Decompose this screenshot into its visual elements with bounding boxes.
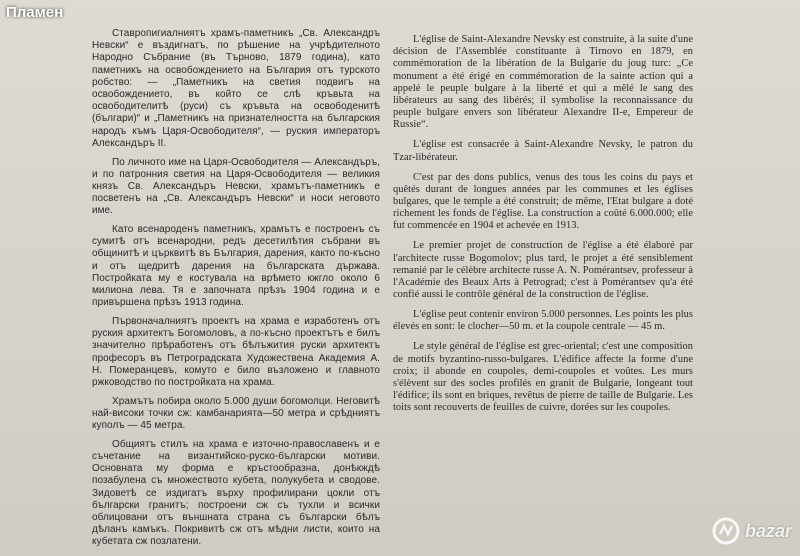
bazar-logo-icon: [711, 516, 741, 546]
paragraph: L'église de Saint-Alexandre Nevsky est construite, à la suite d'une décision de l'Assemblée constituante à Tirnovo en 1879, en commémoration de la libération de la Bulgarie du joug turc: „Ce monument a été érigé en commémoration de la sainte action qui a appelé le peuple bulgare à la liberté et qui a mêlé le sang des libérateurs au sang des libérés; il symbolise la reconnaissance du peuple bulgare envers son libérateur Alexandre II-e, Empereur de Russie“.: [393, 34, 693, 131]
french-column: [393, 34, 693, 422]
paragraph: L'église est consacrée à Saint-Alexandre Nevsky, le patron du Tzar-libérateur.: [393, 139, 693, 163]
paragraph: Първоначалниятъ проектъ на храма е изработенъ отъ руския архитектъ Богомоловъ, а по-късно проектътъ е билъ значително прѣработенъ отъ бѣлъжития руски архитектъ професоръ въ Петроградската Художествена Академия А. Н. Померанцевъ, комуто е било възложено и главното ржководство по постройката на храма.: [92, 315, 380, 388]
paragraph: L'église peut contenir environ 5.000 personnes. Les points les plus élevés en sont: le clocher—50 m. et la coupole centrale — 45 m.: [393, 309, 693, 333]
paragraph: Общиятъ стилъ на храма е източно-православенъ и е съчетание на византийско-руско-български мотиви. Основната му форма е кръстообразна, донѣкждѣ позабулена съ множеството кубета, полукубета и сводове. Зидоветѣ се издигатъ върху профилирани цокли отъ български гранитъ; построени сж съ тухли и всички облицовани отъ външната страна съ български бѣлъ дѣланъ камъкъ. Покривитѣ сж отъ мѣдни листи, които на кубетата сж позлатени.: [92, 438, 380, 548]
paragraph: Ставропигиалниятъ храмъ-паметникъ „Св. Александръ Невски“ е въздигнатъ, по рѣшение на учрѣдителното Народно Събрание (въ Търново, 1879 година), като паметникъ на освобождението на България отъ турското робство: — „Паметникъ на светия подвигъ на освобождението, въ който се слѣ кръвьта на освободителитѣ (руси) съ кръвьта на освободенитѣ (българи)“ и „Паметникъ на признателността на българския народъ къмъ Царя-Освободителя“, — руския императоръ Александъръ II.: [92, 28, 380, 149]
seller-name: Пламен: [6, 4, 64, 21]
paragraph: Храмътъ побира около 5.000 души богомолци. Неговитѣ най-високи точки сж: камбанарията—50 метра и срѣдниятъ куполъ — 45 метра.: [92, 395, 380, 432]
paragraph: По личното име на Царя-Освободителя — Александъръ, и по патронния светия на Царя-Освободителя — великия князъ Св. Александъръ Невски, храмътъ-паметникъ е посветенъ на „Св. Александъръ Невски“ и носи неговото име.: [92, 156, 380, 217]
watermark: [692, 512, 792, 550]
paragraph: Като всенароденъ паметникъ, храмътъ е построенъ съ сумитѣ отъ всенародни, редъ десетилѣтия събрани въ общинитѣ и църквитѣ въ България, дарения, както по-късно и отъ щедритѣ дарения на българската държава. Постройката му е костувала на врѣмето кжгло около 6 милиона лева. Тя е започната прѣзъ 1904 година и е привършена прѣзъ 1913 година.: [92, 224, 380, 309]
bulgarian-column: [92, 28, 380, 555]
watermark-text: bazar: [744, 520, 792, 541]
paragraph: Le premier projet de construction de l'église a été élaboré par l'architecte russe Bogomolov; plus tard, le projet a été sensiblement remanié par le célèbre architecte russe A. N. Pomérantsev, professeur à l'Académie des Beaux Arts à Petrograd; c'est à Pomérantsev qu'a été confié aussi le contrôle général de la construction de l'église.: [393, 240, 693, 301]
paragraph: Le style général de l'église est grec-oriental; c'est une composition de motifs byzantino-russo-bulgares. L'édifice affecte la forme d'une croix; il abonde en coupoles, demi-coupoles et voûtes. Les murs s'élèvent sur des socles profilés en granit de Bulgarie, longeant tout l'édifice; ils sont en briques, revêtus de pierre de taille de Bulgarie. Les toits sont recouverts de feuilles de cuivre, dorées sur les coupoles.: [393, 341, 693, 414]
paragraph: C'est par des dons publics, venus des tous les coins du pays et quêtés durant de longues années par les communes et les églises bulgares, que le temple a été construit; de même, l'Etat bulgare a doté richement les fonds de l'église. La construction a coûté 6.000.000; elle fut commencée en 1904 et achevée en 1913.: [393, 171, 693, 232]
